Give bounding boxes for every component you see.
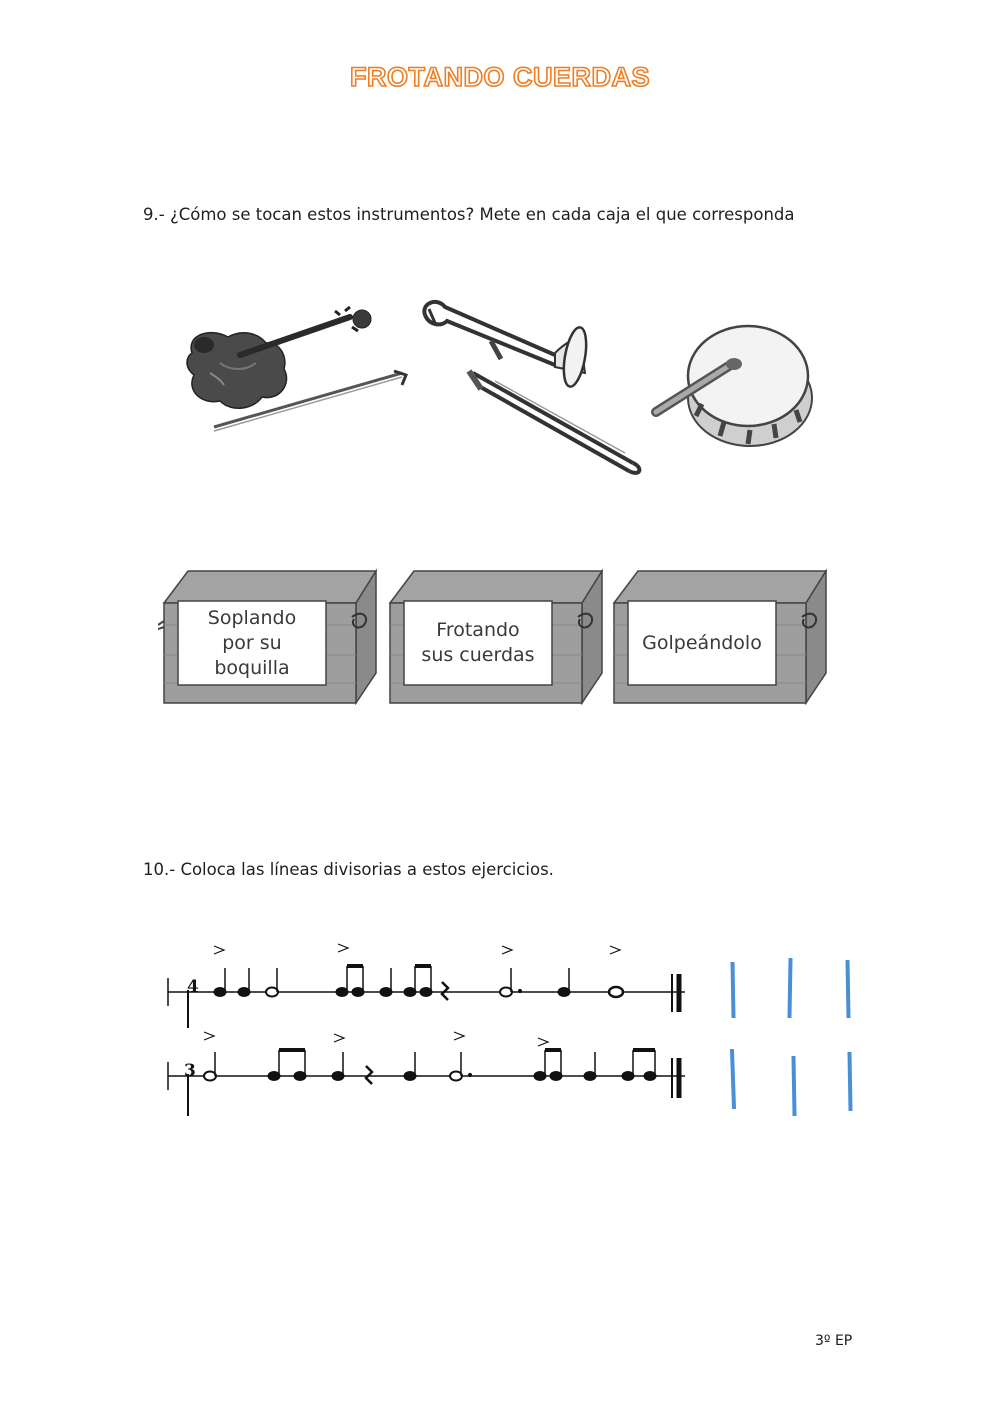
question-10-text: 10.- Coloca las líneas divisorias a estos ejercicios. (143, 860, 554, 879)
time-signature-1: 4 (187, 977, 199, 997)
draggable-barline[interactable] (730, 1049, 736, 1109)
time-signature-2: 3 (184, 1061, 196, 1081)
crate-label: Soplando por su boquilla (207, 606, 297, 679)
violin-icon[interactable] (180, 305, 410, 435)
footer-level: 3º EP (815, 1333, 853, 1349)
rhythm-staff-1 (160, 940, 690, 1030)
crate-box[interactable] (384, 565, 606, 705)
crate-label: Golpeándolo (642, 631, 762, 654)
crate-box[interactable] (158, 565, 380, 705)
draggable-barline[interactable] (731, 962, 736, 1018)
draggable-barline[interactable] (845, 960, 850, 1018)
draggable-barline[interactable] (791, 1056, 796, 1116)
trombone-icon[interactable] (415, 293, 650, 478)
draggable-barline[interactable] (787, 958, 792, 1018)
draggable-barline[interactable] (847, 1052, 852, 1111)
drum-icon[interactable] (650, 312, 825, 452)
page-title: FROTANDO CUERDAS (350, 62, 650, 92)
crate-label: Frotando sus cuerdas (421, 619, 535, 666)
question-9-text: 9.- ¿Cómo se tocan estos instrumentos? Mete en cada caja el que corresponda (143, 205, 795, 224)
crate-box[interactable] (608, 565, 830, 705)
rhythm-staff-2 (160, 1030, 690, 1120)
